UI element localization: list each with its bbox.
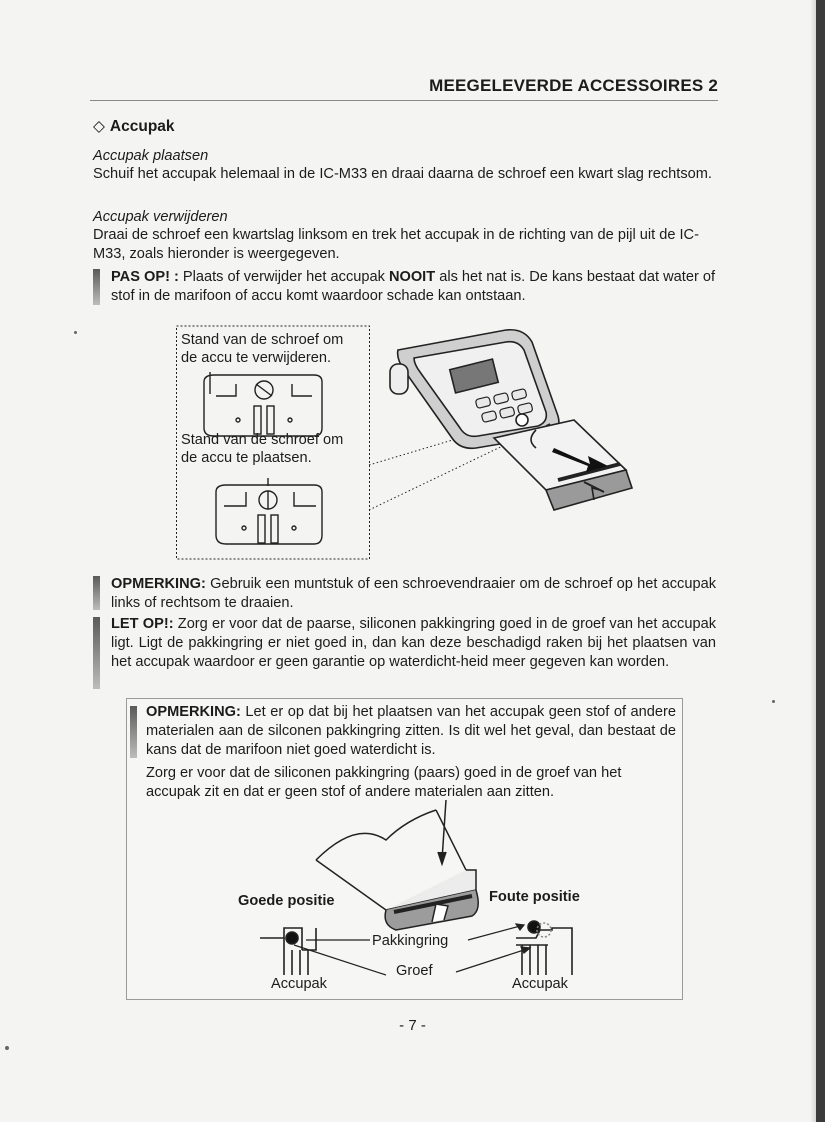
scan-edge: [816, 0, 825, 1122]
battery-end-remove: [204, 372, 322, 436]
scan-speck: [5, 1046, 9, 1050]
groove-label: Groef: [396, 963, 433, 979]
header-rule: [90, 100, 718, 101]
section-title: [93, 117, 175, 136]
scan-speck: [772, 700, 775, 703]
page-number: - 7 -: [399, 1017, 426, 1034]
good-ring-icon: [286, 932, 298, 944]
pack-left-label: Accupak: [271, 976, 327, 992]
page-header: MEEGELEVERDE ACCESSOIRES 2: [429, 76, 718, 95]
fig1-remove-label-2: de accu te verwijderen.: [181, 350, 332, 366]
pack-right-label: Accupak: [512, 976, 568, 992]
insert-text: Schuif het accupak helemaal in de IC-M33 en draai daarna de schroef een kwart slag rechtsom.: [93, 166, 712, 182]
caution-bar: [93, 269, 100, 305]
caution2-label: LET OP!:: [111, 616, 174, 632]
remove-heading: Accupak verwijderen: [93, 209, 228, 225]
battery-pack-3d: [316, 800, 478, 930]
caution-emph: NOOIT: [388, 269, 436, 285]
note1-paragraph: OPMERKING: Gebruik een muntstuk of een schroevendraaier om de schroef op het accupak links of rechtsom te draaien.: [111, 576, 716, 611]
note2-paragraph: OPMERKING: Let er op dat bij het plaatsen van het accupak geen stof of andere materialen aan de silconen pakkingring zitten. Is dit wel het geval, dan bestaat de kans dat de marifoon niet goed waterdicht is.: [146, 704, 676, 758]
fig1-insert-label-2: de accu te plaatsen.: [181, 450, 312, 466]
good-cross-section: [260, 928, 316, 975]
caution2-paragraph: LET OP!: Zorg er voor dat de paarse, siliconen pakkingring goed in de groef van het accupak ligt. Ligt de pakkingring er niet goed in, dan kan deze beschadigd raken bij het plaatsen van het accupak waardoor er geen garantie op waterdicht-heid meer gegeven kan worden.: [111, 616, 716, 670]
diamond-icon: ◇: [93, 118, 105, 135]
section-title-text: Accupak: [109, 118, 175, 135]
note2-label: OPMERKING:: [146, 704, 241, 720]
ring-label: Pakkingring: [372, 933, 449, 949]
remove-text: Draai de schroef een kwartslag linksom en trek het accupak in de richting van de pijl uit de IC-M33, zoals hieronder is weergegeven.: [93, 227, 699, 262]
scan-speck: [74, 331, 77, 334]
fig1-remove-label-1: Stand van de schroef om: [181, 332, 344, 348]
insert-heading: Accupak plaatsen: [93, 148, 209, 164]
caution2-bar: [93, 617, 100, 689]
battery-end-insert: [216, 478, 322, 544]
good-position-label: Goede positie: [238, 893, 335, 909]
note2-bar: [130, 706, 137, 758]
bad-position-label: Foute positie: [489, 889, 580, 905]
caution-label: PAS OP! :: [111, 269, 179, 285]
fig1-insert-label-1: Stand van de schroef om: [181, 432, 344, 448]
note2-paragraph-2: Zorg er voor dat de siliconen pakkingring (paars) goed in de groef van het accupak zit en dat er geen stof of andere materialen aan zitten.: [146, 765, 622, 800]
note1-bar: [93, 576, 100, 610]
note1-label: OPMERKING:: [111, 576, 206, 592]
battery-pack-illustration: [494, 420, 632, 510]
caution-paragraph: PAS OP! : Plaats of verwijder het accupak NOOIT als het nat is. De kans bestaat dat water of stof in de marifoon of accu komt waardoor schade kan ontstaan.: [111, 269, 716, 304]
